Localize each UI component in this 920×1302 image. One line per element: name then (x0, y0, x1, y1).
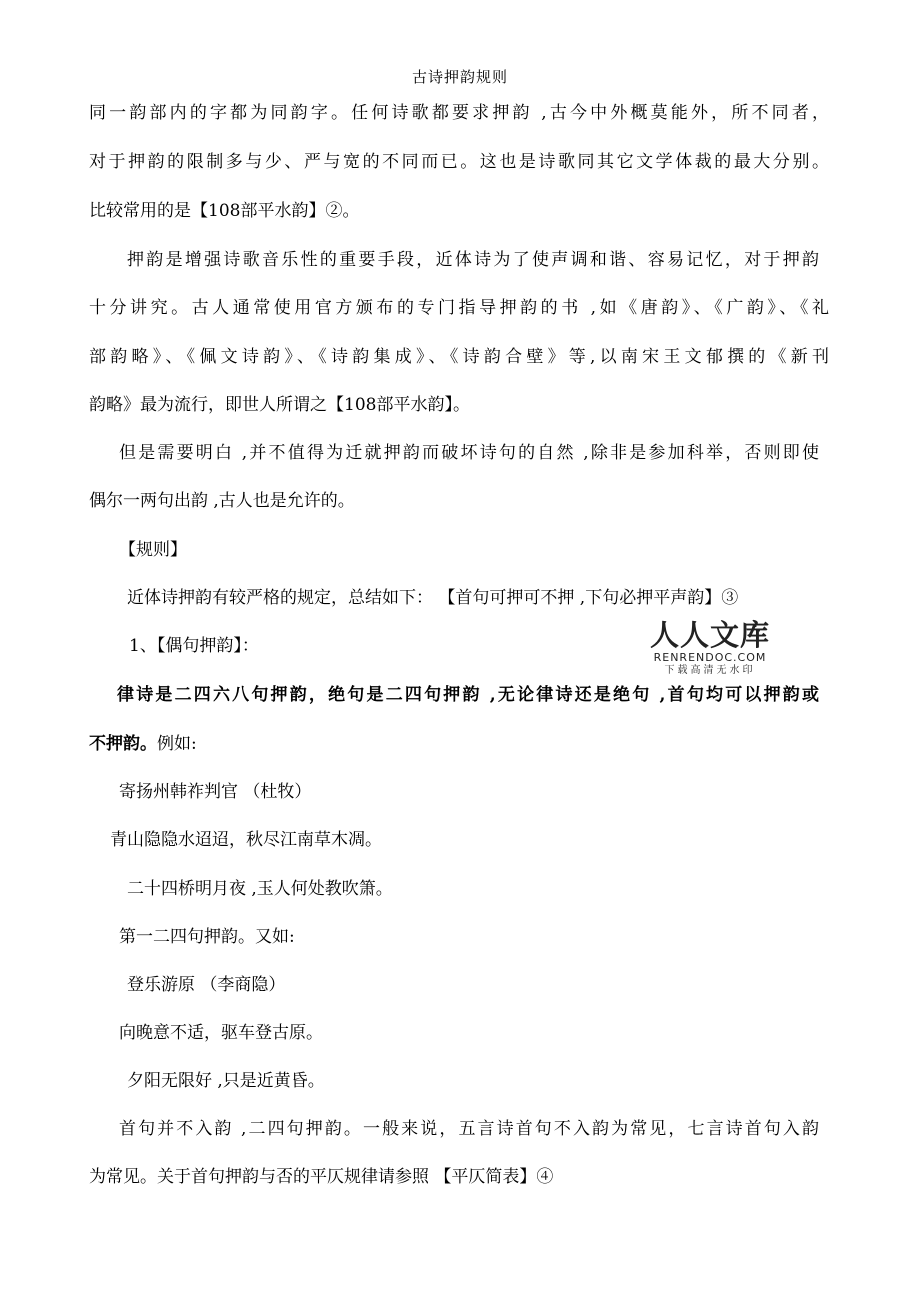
watermark-title: 人人文库 (649, 618, 770, 652)
subsection-heading: 1、【偶句押韵】： (129, 636, 259, 656)
document-title: 古诗押韵规则 (411, 68, 508, 86)
example-label: 例如: (157, 734, 197, 754)
paragraph-line: 近体诗押韵有较严格的规定，总结如下： 【首句可押可不押 ,下句必押平声韵】③ (127, 588, 739, 608)
section-heading: 【规则】 (119, 540, 187, 560)
paragraph-line: 第一二四句押韵。又如: (119, 927, 295, 947)
paragraph-line: 但是需要明白 ,并不值得为迁就押韵而破坏诗句的自然 ,除非是参加科举，否则即使 (119, 443, 819, 463)
watermark-subtitle: 下载高清无水印 (664, 665, 756, 676)
bold-rule-line: 律诗是二四六八句押韵，绝句是二四句押韵 ,无论律诗还是绝句 ,首句均可以押韵或 (117, 685, 819, 705)
paragraph-line: 部韵略》、《佩文诗韵》、《诗韵集成》、《诗韵合壁》等,以南宋王文郁撰的《新刊 (89, 347, 829, 367)
paragraph-line: 韵略》最为流行，即世人所谓之【108部平水韵】。 (89, 395, 470, 415)
paragraph-line: 首句并不入韵 ,二四句押韵。一般来说，五言诗首句不入韵为常见，七言诗首句入韵 (119, 1119, 819, 1139)
paragraph-line (89, 732, 829, 756)
poem-line: 夕阳无限好 ,只是近黄昏。 (127, 1071, 325, 1091)
poem-line: 二十四桥明月夜 ,玉人何处教吹箫。 (127, 879, 393, 899)
poem-title: 寄扬州韩祚判官 （杜牧） (119, 782, 312, 802)
paragraph-line: 偶尔一两句出韵 ,古人也是允许的。 (89, 491, 355, 511)
paragraph-line: 同一韵部内的字都为同韵字。任何诗歌都要求押韵 ,古今中外概莫能外，所不同者， (89, 103, 829, 123)
paragraph-line: 比较常用的是【108部平水韵】②。 (89, 201, 360, 221)
paragraph-line: 对于押韵的限制多与少、严与宽的不同而已。这也是诗歌同其它文学体裁的最大分别。 (89, 152, 829, 172)
paragraph-line: 为常见。关于首句押韵与否的平仄规律请参照 【平仄简表】④ (89, 1167, 554, 1187)
watermark-logo (640, 618, 780, 678)
bold-rule-text: 不押韵。 (89, 734, 157, 754)
poem-line: 青山隐隐水迢迢，秋尽江南草木凋。 (110, 830, 382, 850)
poem-title: 登乐游原 （李商隐） (127, 975, 286, 995)
poem-line: 向晚意不适，驱车登古原。 (119, 1023, 323, 1043)
paragraph-line: 十分讲究。古人通常使用官方颁布的专门指导押韵的书 ,如《唐韵》、《广韵》、《礼 (89, 298, 829, 318)
paragraph-line: 押韵是增强诗歌音乐性的重要手段，近体诗为了使声调和谐、容易记忆，对于押韵 (127, 250, 819, 270)
watermark-url: RENRENDOC.COM (653, 651, 767, 664)
